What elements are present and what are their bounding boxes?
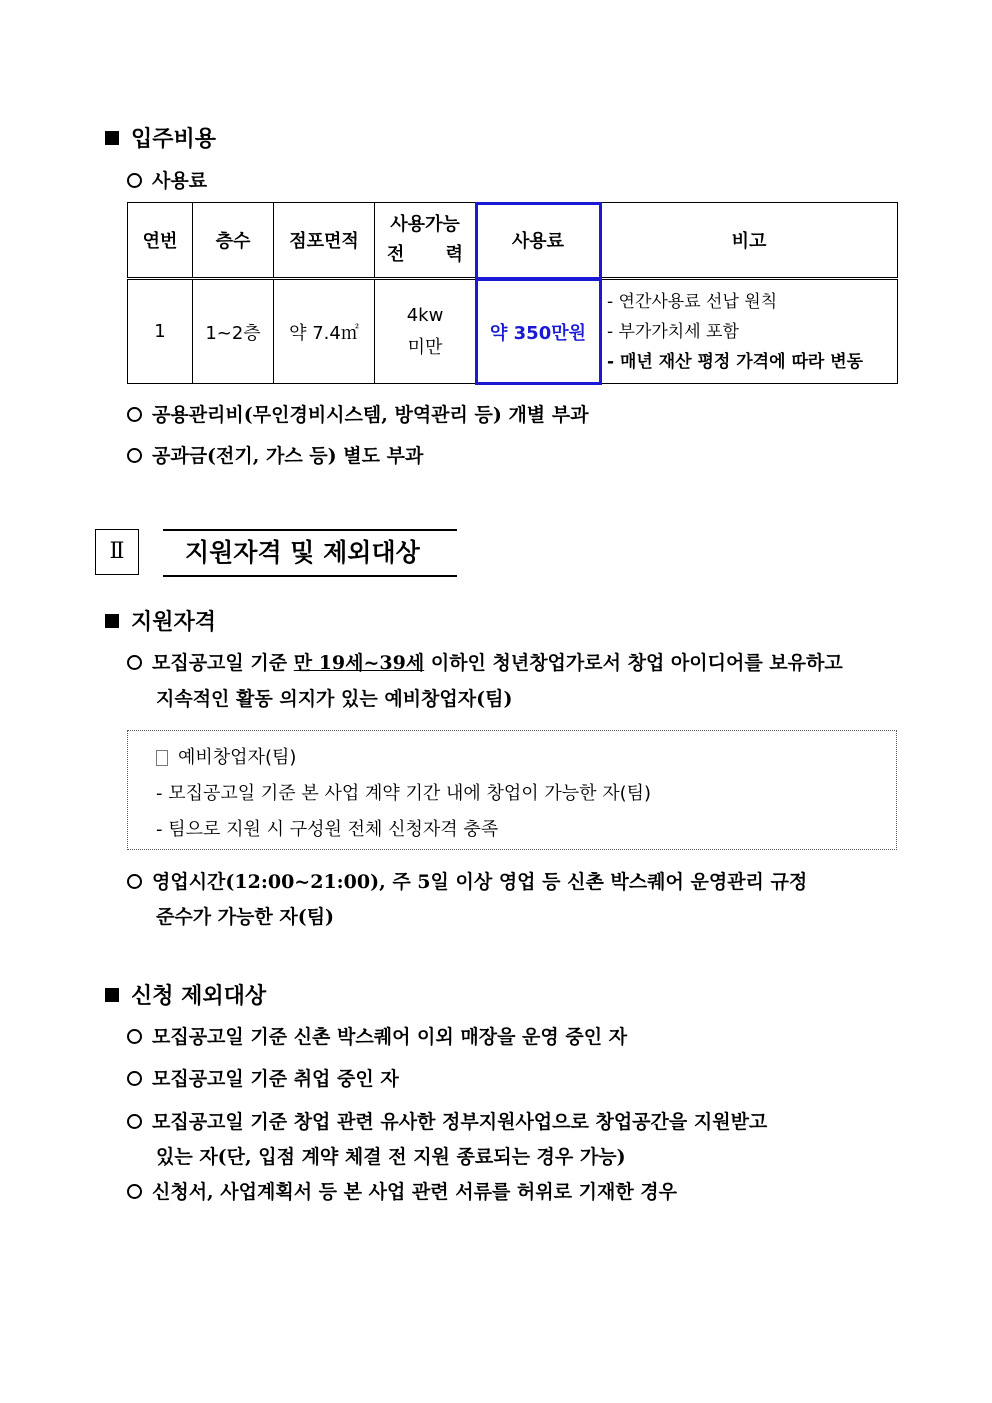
list-item: 공용관리비(무인경비시스템, 방역관리 등) 개별 부과 [127,400,589,427]
circle-bullet-icon [127,874,142,889]
list-item: 영업시간(12:00~21:00), 주 5일 이상 영업 등 신촌 박스퀘어 운영관리 규정 [127,867,807,894]
square-bullet-icon [105,131,119,145]
cell-area: 약 7.4㎡ [274,279,375,384]
col-header-no: 연번 [128,203,193,279]
col-header-notes: 비고 [601,203,898,279]
col-header-fee: 사용료 [476,203,601,279]
fee-table [127,202,898,384]
section-heading-exclusions: 신청 제외대상 [105,979,266,1010]
list-item: 신청서, 사업계획서 등 본 사업 관련 서류를 허위로 기재한 경우 [127,1177,677,1204]
list-item: 모집공고일 기준 취업 중인 자 [127,1064,399,1091]
square-bullet-icon [105,988,119,1002]
section-number: Ⅱ [95,529,139,575]
col-header-floor: 층수 [193,203,274,279]
circle-bullet-icon [127,448,142,463]
circle-bullet-icon [127,407,142,422]
section-title: 지원자격 및 제외대상 [163,529,457,577]
circle-bullet-icon [127,1114,142,1129]
list-item: 공과금(전기, 가스 등) 별도 부과 [127,441,423,468]
col-header-area: 점포면적 [274,203,375,279]
subheading-usage-fee: 사용료 [127,166,207,193]
table-row [128,279,898,384]
cell-power: 4kw 미만 [375,279,476,384]
circle-bullet-icon [127,655,142,670]
cell-floor: 1~2층 [193,279,274,384]
list-item-continued: 준수가 가능한 자(팀) [156,906,335,928]
circle-bullet-icon [127,1071,142,1086]
section-heading-eligibility: 지원자격 [105,605,216,636]
info-box: 예비창업자(팀) - 모집공고일 기준 본 사업 계약 기간 내에 창업이 가능한 자(팀) - 팀으로 지원 시 구성원 전체 신청자격 충족 [127,730,897,850]
box-bullet-icon [156,750,168,766]
list-item: 모집공고일 기준 창업 관련 유사한 정부지원사업으로 창업공간을 지원받고 [127,1107,767,1134]
list-item: 모집공고일 기준 신촌 박스퀘어 이외 매장을 운영 중인 자 [127,1022,627,1049]
cell-fee: 약 350만원 [476,279,601,384]
circle-bullet-icon [127,173,142,188]
list-item-continued: 지속적인 활동 의지가 있는 예비창업자(팀) [156,688,513,710]
cell-notes: - 연간사용료 선납 원칙 - 부가가치세 포함 - 매년 재산 평정 가격에 따라 변동 [601,279,898,384]
circle-bullet-icon [127,1029,142,1044]
square-bullet-icon [105,614,119,628]
list-item-continued: 있는 자(단, 입점 계약 체결 전 지원 종료되는 경우 가능) [156,1146,626,1168]
list-item: 모집공고일 기준 만 19세~39세 이하인 청년창업가로서 창업 아이디어를 보유하고 [127,648,843,675]
cell-no: 1 [128,279,193,384]
col-header-power: 사용가능 전 력 [375,203,476,279]
section-heading-fees: 입주비용 [105,122,216,153]
circle-bullet-icon [127,1184,142,1199]
age-range: 만 19세~39세 [293,652,425,674]
